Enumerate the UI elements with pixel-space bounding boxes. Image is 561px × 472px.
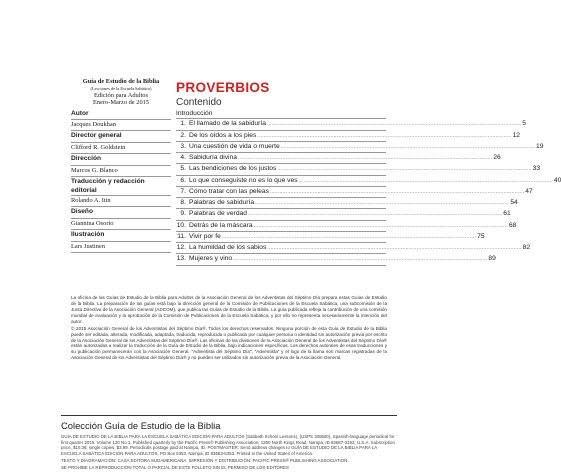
toc-number: 11. bbox=[177, 232, 186, 240]
publication-footer bbox=[61, 415, 397, 472]
toc-label: Mujeres y vino bbox=[189, 255, 233, 263]
toc-page: 19 bbox=[535, 142, 544, 150]
toc-row bbox=[176, 187, 533, 198]
toc-intro-label: Introducción bbox=[176, 110, 213, 117]
toc-leader: ................................................................................................................................................................ bbox=[248, 211, 503, 218]
credit-heading: Dirección bbox=[71, 154, 171, 165]
toc-label: Palabras de sabiduría bbox=[189, 199, 255, 206]
toc-leader: ................................................................................................................................................................ bbox=[257, 132, 512, 139]
toc-label: Las bendiciones de los justos bbox=[189, 165, 277, 173]
toc-leader: ................................................................................................................................................................ bbox=[277, 166, 532, 173]
toc-leader: ................................................................................................................................................................ bbox=[253, 222, 508, 229]
toc-label: De los oídos a los pies bbox=[189, 131, 257, 139]
toc-number: 2. bbox=[180, 131, 186, 139]
toc-number: 3. bbox=[180, 142, 186, 150]
toc-row bbox=[176, 243, 531, 254]
toc-number: 9. bbox=[180, 210, 186, 218]
toc-row bbox=[176, 232, 485, 243]
toc-page: 54 bbox=[510, 199, 518, 206]
credit-heading: Diseño bbox=[71, 207, 171, 218]
credit-value: Giannina Osorio bbox=[71, 219, 171, 230]
toc-row bbox=[176, 176, 561, 187]
toc-label: Vivir por fe bbox=[189, 232, 221, 240]
toc-leader: ................................................................................................................................................................ bbox=[233, 256, 488, 263]
footer-paragraph: GUÍA DE ESTUDIO DE LA BIBLIA PARA LA ESCUELA SABÁTICA EDICIÓN PARA ADULTOS (Sabbath School Lessons), (USPS 308680), Spanish-language periodical for first quarter 2015. Volume 120 No 1. Published quarterly by the Pacific Press® Publishing Association, 1350 North Kings Road, Nampa, ID 83687-3193, U.S.A. Subscription price, $10.36; single copies, $3.99. Periodicals postage paid at Nampa, ID. POSTMASTER: Send address changes to GUÍA DE ESTUDIO DE LA BIBLIA PARA LA ESCUELA SABÁTICA EDICIÓN PARA ADULTOS, PO Box 5353, Nampa, ID 83653-5353. Printed in the United States of America. bbox=[61, 434, 395, 456]
credit-value: Lars Justinen bbox=[71, 242, 171, 253]
credit-value: Marcos G. Blanco bbox=[71, 166, 171, 177]
toc-page: 82 bbox=[522, 244, 531, 251]
notice-paragraph: La oficina de las Guías de Estudio de la Biblia para Adultos de la Asociación General de los Adventistas del Séptimo Día prepara estas Guías de Estudio de la Biblia. La preparación de las guías está bajo la dirección general de la Comisión de Publicaciones de la Escuela Sabática, una subcomisión de la Junta Directiva de la Asociación General (ADCOM), que publica las Guías de Estudio de la Biblia. La guía publicada refleja la contribución de una comisión mundial de evaluación y la aprobación de la Comisión de Publicaciones de la Escuela Sabática, y por ello no representa necesariamente la intención del autor. bbox=[71, 295, 387, 324]
toc-row bbox=[176, 221, 517, 232]
toc-label: Una cuestión de vida o muerte bbox=[189, 142, 280, 150]
toc-page: 47 bbox=[525, 187, 533, 195]
toc-label: Cómo tratar con las peleas bbox=[189, 187, 269, 195]
credit-heading: Autor bbox=[71, 109, 171, 120]
toc-page: 75 bbox=[477, 232, 485, 240]
footer-body bbox=[61, 434, 397, 471]
toc-number: 12. bbox=[176, 244, 186, 251]
toc-row bbox=[176, 209, 511, 220]
toc-row bbox=[176, 142, 544, 153]
guide-subtitle: (Lecciones de la Escuela Sabática) bbox=[90, 85, 152, 91]
toc-number: 10. bbox=[176, 221, 186, 229]
toc-label: Sabiduría divina bbox=[189, 154, 237, 161]
toc-leader: ................................................................................................................................................................ bbox=[298, 177, 553, 184]
toc-label: El llamado de la sabiduría bbox=[189, 120, 266, 128]
credit-heading: Ilustración bbox=[71, 230, 171, 241]
guide-period: Enero-Marzo de 2015 bbox=[92, 99, 150, 106]
toc-leader: ................................................................................................................................................................ bbox=[280, 143, 535, 150]
toc-page: 68 bbox=[508, 221, 517, 229]
credit-heading: Director general bbox=[71, 131, 171, 142]
toc-page: 89 bbox=[488, 255, 496, 263]
footer-paragraph: SE PROHÍBE LA REPRODUCCIÓN TOTAL O PARCIAL DE ESTE FOLLETO SIN EL PERMISO DE LOS EDITORES bbox=[61, 465, 289, 471]
toc-row bbox=[176, 198, 518, 209]
footer-paragraph: TEXTO Y DIAGRAMACIÓN: CASA EDITORA SUDAMERICANA. IMPRESIÓN Y DISTRIBUCIÓN: PACIFIC PRESS® PUBLISHING ASSOCIATION. bbox=[61, 457, 349, 463]
toc-number: 5. bbox=[180, 165, 186, 173]
book-title: PROVERBIOS bbox=[176, 80, 270, 95]
toc-number: 13. bbox=[176, 255, 186, 263]
notice-paragraph: © 2015 Asociación General de los Adventistas del Séptimo Día®. Todos los derechos reservados. Ninguna porción de esta Guía de Estudio de la Biblia puede ser editada, alterada, modificada, adaptada, traducida, reproducida o publicada por cualquier persona o identidad sin autorización previa por escrito de la Asociación General de los Adventistas del Séptimo Día®. Las oficinas de las divisiones de la Asociación General de los Adventistas del Séptimo Día® están autorizadas a realizar la traducción de la Guía de Estudio de la Biblia, bajo indicaciones específicas. Los derechos autorales de esas traducciones y su publicación permanecerán con la Asociación General. "Adventista del Séptimo Día", "Adventista" y el logo de la llama son marcas registradas de la Asociación General de los Adventistas del Séptimo Día® y no pueden ser utilizados sin autorización previa de la Asociación General. bbox=[71, 325, 388, 361]
toc-leader: ................................................................................................................................................................ bbox=[255, 200, 510, 206]
toc-list bbox=[176, 119, 561, 265]
toc-row bbox=[176, 254, 496, 265]
toc-leader: ................................................................................................................................................................ bbox=[221, 233, 477, 240]
toc-label: Detrás de la máscara bbox=[189, 221, 253, 229]
toc-leader: ................................................................................................................................................................ bbox=[237, 155, 493, 161]
toc-row bbox=[176, 119, 526, 130]
credits-list bbox=[71, 109, 171, 253]
footer-divider bbox=[61, 415, 397, 416]
toc-page: 5 bbox=[522, 120, 526, 128]
toc-page: 33 bbox=[532, 165, 541, 173]
credit-value: Clifford R. Goldstein bbox=[71, 143, 171, 154]
contents-column bbox=[176, 80, 561, 266]
toc-number: 1. bbox=[180, 120, 186, 128]
contents-heading: Contenido bbox=[176, 97, 222, 108]
masthead bbox=[71, 78, 171, 253]
guide-title: Guía de Estudio de la Biblia bbox=[82, 78, 160, 85]
toc-number: 4. bbox=[180, 154, 186, 161]
toc-label: La humildad de los sabios bbox=[189, 244, 267, 251]
toc-page: 12 bbox=[512, 131, 521, 139]
toc-leader: ................................................................................................................................................................ bbox=[267, 245, 522, 251]
toc-page: 26 bbox=[493, 154, 501, 161]
credit-value: Rolando A. Itin bbox=[71, 196, 171, 207]
toc-page: 61 bbox=[503, 210, 511, 218]
toc-label: Palabras de verdad bbox=[189, 210, 247, 218]
toc-row bbox=[176, 131, 521, 142]
toc-leader: ................................................................................................................................................................ bbox=[266, 121, 522, 128]
toc-number: 8. bbox=[180, 199, 186, 206]
toc-page: 40 bbox=[553, 176, 561, 184]
toc-intro bbox=[176, 109, 386, 119]
toc-number: 6. bbox=[180, 176, 186, 184]
guide-title-block bbox=[71, 78, 171, 107]
toc-row bbox=[176, 164, 541, 175]
toc-number: 7. bbox=[180, 187, 186, 195]
guide-edition: Edición para Adultos bbox=[94, 91, 148, 99]
toc-label: Lo que conseguiste no es lo que ves bbox=[189, 176, 298, 184]
footer-title: Colección Guía de Estudio de la Biblia bbox=[61, 420, 221, 431]
toc-leader: ................................................................................................................................................................ bbox=[269, 188, 525, 195]
copyright-notice bbox=[71, 295, 387, 362]
credit-heading: Traducción y redacción editorial bbox=[71, 177, 171, 196]
toc-row bbox=[176, 153, 501, 164]
credit-value: Jacques Doukhan bbox=[71, 120, 171, 131]
